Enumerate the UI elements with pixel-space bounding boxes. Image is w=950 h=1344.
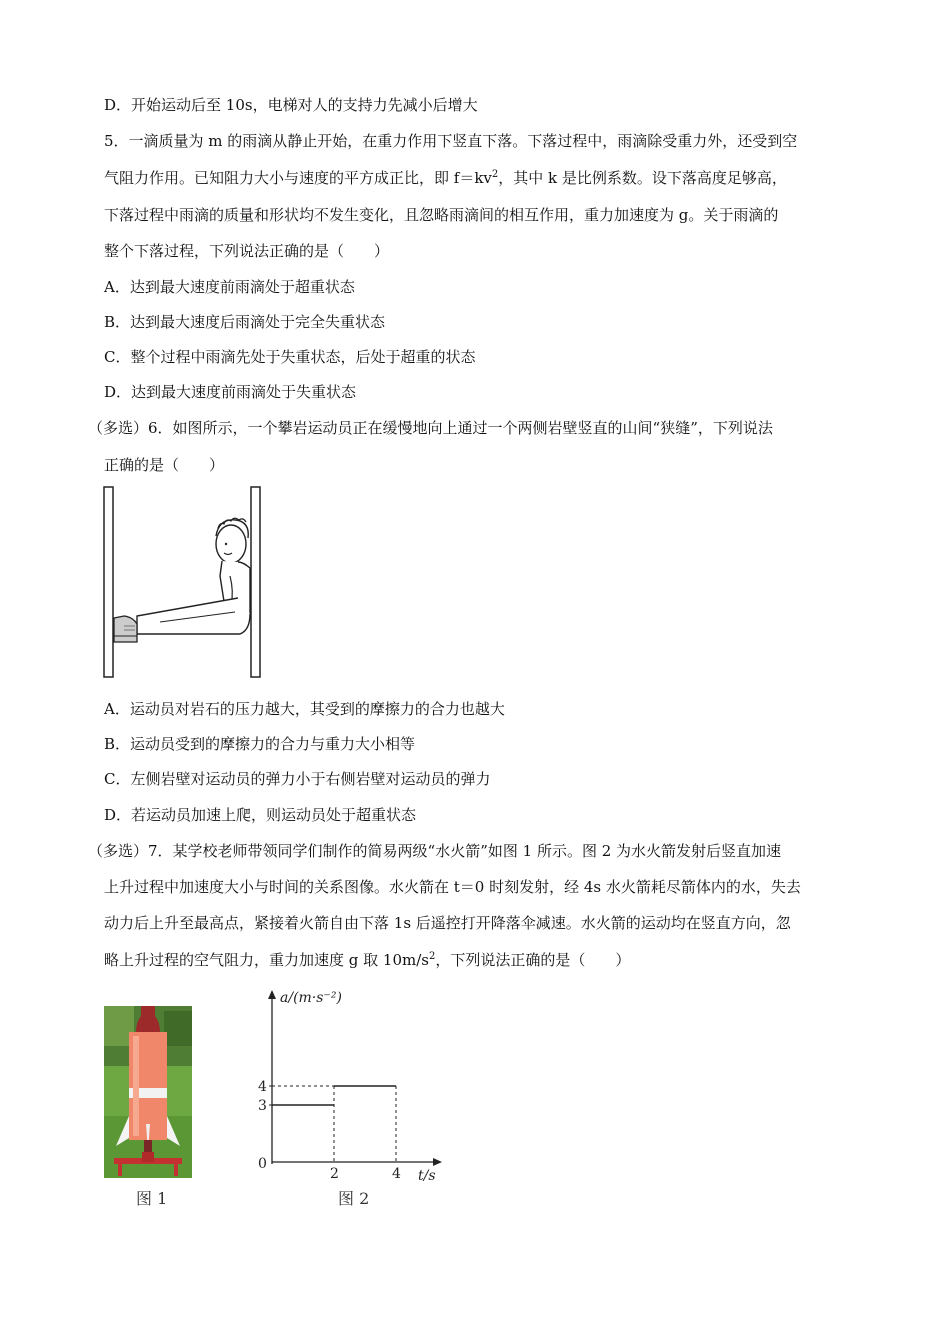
chart-svg [250, 984, 446, 1184]
y-axis-label: a/(m·s⁻²) [280, 990, 342, 1006]
q7-stem-line4 [104, 950, 630, 970]
q6-option-b: B．运动员受到的摩擦力的合力与重力大小相等 [104, 735, 416, 753]
q5-option-a: A．达到最大速度前雨滴处于超重状态 [104, 278, 355, 296]
q5-option-b: B．达到最大速度后雨滴处于完全失重状态 [104, 313, 386, 331]
q6-option-c: C．左侧岩壁对运动员的弹力小于右侧岩壁对运动员的弹力 [104, 770, 491, 788]
q5-stem-line4: 整个下落过程，下列说法正确的是（ ） [104, 242, 390, 260]
figure2-caption: 图 2 [338, 1189, 370, 1208]
q7-superscript: 2 [428, 951, 436, 962]
q5-stem-line1: 5．一滴质量为 m 的雨滴从静止开始，在重力作用下竖直下落。下落过程中，雨滴除受重力外，还受到空 [104, 132, 798, 150]
q6-option-d: D．若运动员加速上爬，则运动员处于超重状态 [104, 806, 417, 824]
y-tick-label-4: 4 [258, 1079, 267, 1095]
climber-illustration [100, 484, 266, 680]
q7-stem-line1: （多选）7．某学校老师带领同学们制作的简易两级“水火箭”如图 1 所示。图 2 为水火箭发射后竖直加速 [88, 842, 782, 860]
q7-stem-line3: 动力后上升至最高点，紧接着火箭自由下落 1s 后遥控打开降落伞减速。水火箭的运动均在竖直方向，忽 [104, 914, 791, 932]
q7-stem-line4-b: ，下列说法正确的是（ ） [435, 951, 631, 969]
q7-stem-line4-a: 略上升过程的空气阻力，重力加速度 g 取 10m/s [104, 951, 429, 969]
x-tick-label-4: 4 [392, 1166, 401, 1182]
origin-label: 0 [258, 1156, 267, 1172]
y-axis-arrow [268, 990, 276, 999]
q4-option-d: D．开始运动后至 10s，电梯对人的支持力先减小后增大 [104, 96, 478, 114]
q5-stem-line2-b: ，其中 k 是比例系数。设下落高度足够高， [498, 169, 787, 187]
q5-stem-line2 [104, 168, 787, 188]
q5-superscript: 2 [491, 169, 499, 180]
x-tick-label-2: 2 [330, 1166, 339, 1182]
y-tick-label-3: 3 [258, 1098, 267, 1114]
chart-marks [258, 1079, 401, 1182]
x-axis-arrow [433, 1158, 442, 1166]
q6-stem-line1: （多选）6．如图所示，一个攀岩运动员正在缓慢地向上通过一个两侧岩壁竖直的山间“狭缝”，下列说法 [88, 419, 773, 437]
q5-stem-line3: 下落过程中雨滴的质量和形状均不发生变化，且忽略雨滴间的相互作用，重力加速度为 g。关于雨滴的 [104, 206, 779, 224]
figure1-caption: 图 1 [136, 1189, 168, 1208]
q6-stem-line2: 正确的是（ ） [104, 456, 225, 474]
q5-stem-line2-a: 气阻力作用。已知阻力大小与速度的平方成正比，即 f＝kv [104, 169, 492, 187]
rocket-photo-illustration [104, 1006, 192, 1178]
q7-stem-line2: 上升过程中加速度大小与时间的关系图像。水火箭在 t＝0 时刻发射，经 4s 水火箭耗尽箭体内的水，失去 [104, 878, 801, 896]
q6-option-a: A．运动员对岩石的压力越大，其受到的摩擦力的合力也越大 [104, 700, 505, 718]
q5-option-d: D．达到最大速度前雨滴处于失重状态 [104, 383, 357, 401]
rocket-photo [104, 1006, 192, 1178]
climber-figure [100, 484, 266, 680]
q5-option-c: C．整个过程中雨滴先处于失重状态，后处于超重的状态 [104, 348, 476, 366]
acceleration-time-chart [250, 984, 446, 1184]
x-axis-label: t/s [418, 1168, 436, 1184]
